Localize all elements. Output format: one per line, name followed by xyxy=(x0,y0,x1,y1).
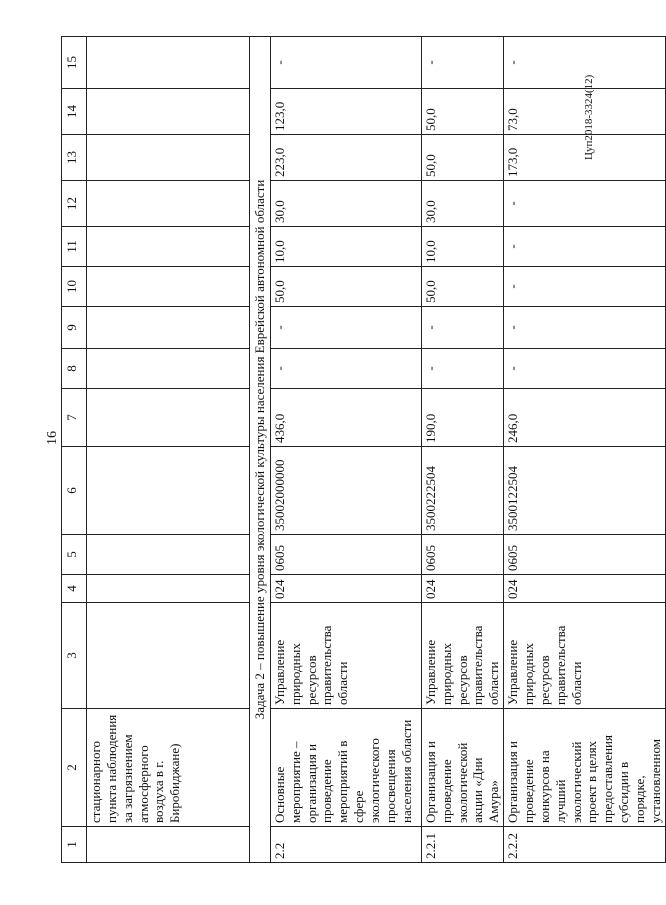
task-row xyxy=(250,37,271,863)
cell-value: - xyxy=(270,307,421,349)
cell-value: 50,0 xyxy=(421,135,503,181)
cell-value: 50,0 xyxy=(421,89,503,135)
cell-value: 73,0 xyxy=(504,89,666,135)
cell-number xyxy=(87,827,250,863)
header-cell: 2 xyxy=(62,709,87,827)
table-row xyxy=(504,37,666,863)
cell-target: 3500122504 xyxy=(504,447,666,535)
table-row xyxy=(421,37,503,863)
cell-value: - xyxy=(504,267,666,307)
cell-number: 2.2 xyxy=(270,827,421,863)
cell-code: 024 xyxy=(270,575,421,603)
cell-value: - xyxy=(421,37,503,89)
cell-value: 50,0 xyxy=(421,267,503,307)
cell-value: 123,0 xyxy=(270,89,421,135)
cell-value: 10,0 xyxy=(421,227,503,267)
cell-section: 0605 xyxy=(504,535,666,575)
header-cell: 4 xyxy=(62,575,87,603)
cell-value: - xyxy=(504,37,666,89)
header-cell: 9 xyxy=(62,307,87,349)
cell-description: Основные мероприятие – организация и проведение мероприятий в сфере экологического просвещения населения области xyxy=(270,709,421,827)
header-cell: 10 xyxy=(62,267,87,307)
cell-number: 2.2.2 xyxy=(504,827,666,863)
cell-total: 246,0 xyxy=(504,389,666,447)
header-cell: 5 xyxy=(62,535,87,575)
cell-value: 50,0 xyxy=(270,267,421,307)
cell-executor: Управление природных ресурсов правительства области xyxy=(270,603,421,709)
cell-section: 0605 xyxy=(421,535,503,575)
task-heading: Задача 2 – повышение уровня экологической культуры населения Еврейской автономной области xyxy=(250,37,271,863)
cell-section: 0605 xyxy=(270,535,421,575)
cell-value: 30,0 xyxy=(270,181,421,227)
cell-value: - xyxy=(421,307,503,349)
continuation-row xyxy=(87,37,250,863)
cell-description: Организация и проведение экологической акции «Дни Амура» xyxy=(421,709,503,827)
cell-value: 173,0 xyxy=(504,135,666,181)
cell-value: - xyxy=(504,307,666,349)
document-code: Цуп2018-3324(12) xyxy=(583,74,595,160)
header-cell: 14 xyxy=(62,89,87,135)
budget-table xyxy=(61,36,666,863)
cell-total: 436,0 xyxy=(270,389,421,447)
header-cell: 15 xyxy=(62,37,87,89)
cell-executor: Управление природных ресурсов правительства области xyxy=(504,603,666,709)
table-row xyxy=(270,37,421,863)
cell-value: - xyxy=(270,349,421,389)
cell-value: - xyxy=(504,227,666,267)
header-cell: 12 xyxy=(62,181,87,227)
header-cell: 8 xyxy=(62,349,87,389)
cell-value: - xyxy=(504,181,666,227)
header-cell: 13 xyxy=(62,135,87,181)
cell-value: 30,0 xyxy=(421,181,503,227)
cell-value: 223,0 xyxy=(270,135,421,181)
cell-code: 024 xyxy=(504,575,666,603)
cell-total: 190,0 xyxy=(421,389,503,447)
cell-number: 2.2.1 xyxy=(421,827,503,863)
header-cell: 6 xyxy=(62,447,87,535)
header-cell: 7 xyxy=(62,389,87,447)
cell-value: - xyxy=(504,349,666,389)
cell-description: стационарного пункта наблюдения за загрязнением атмосферного воздуха в г. Биробиджане) xyxy=(87,709,250,827)
page-number: 16 xyxy=(45,431,60,445)
cell-description: Организация и проведение конкурсов на лучший экологический проект в целях предоставления субсидии в порядке, установленном xyxy=(504,709,666,827)
cell-executor: Управление природных ресурсов правительства области xyxy=(421,603,503,709)
header-cell: 11 xyxy=(62,227,87,267)
cell-value: - xyxy=(421,349,503,389)
header-cell: 1 xyxy=(62,827,87,863)
header-row xyxy=(62,37,87,863)
cell-target: 3500222504 xyxy=(421,447,503,535)
cell-value: 10,0 xyxy=(270,227,421,267)
cell-code: 024 xyxy=(421,575,503,603)
cell-target: 35002000000 xyxy=(270,447,421,535)
header-cell: 3 xyxy=(62,603,87,709)
cell-value: - xyxy=(270,37,421,89)
